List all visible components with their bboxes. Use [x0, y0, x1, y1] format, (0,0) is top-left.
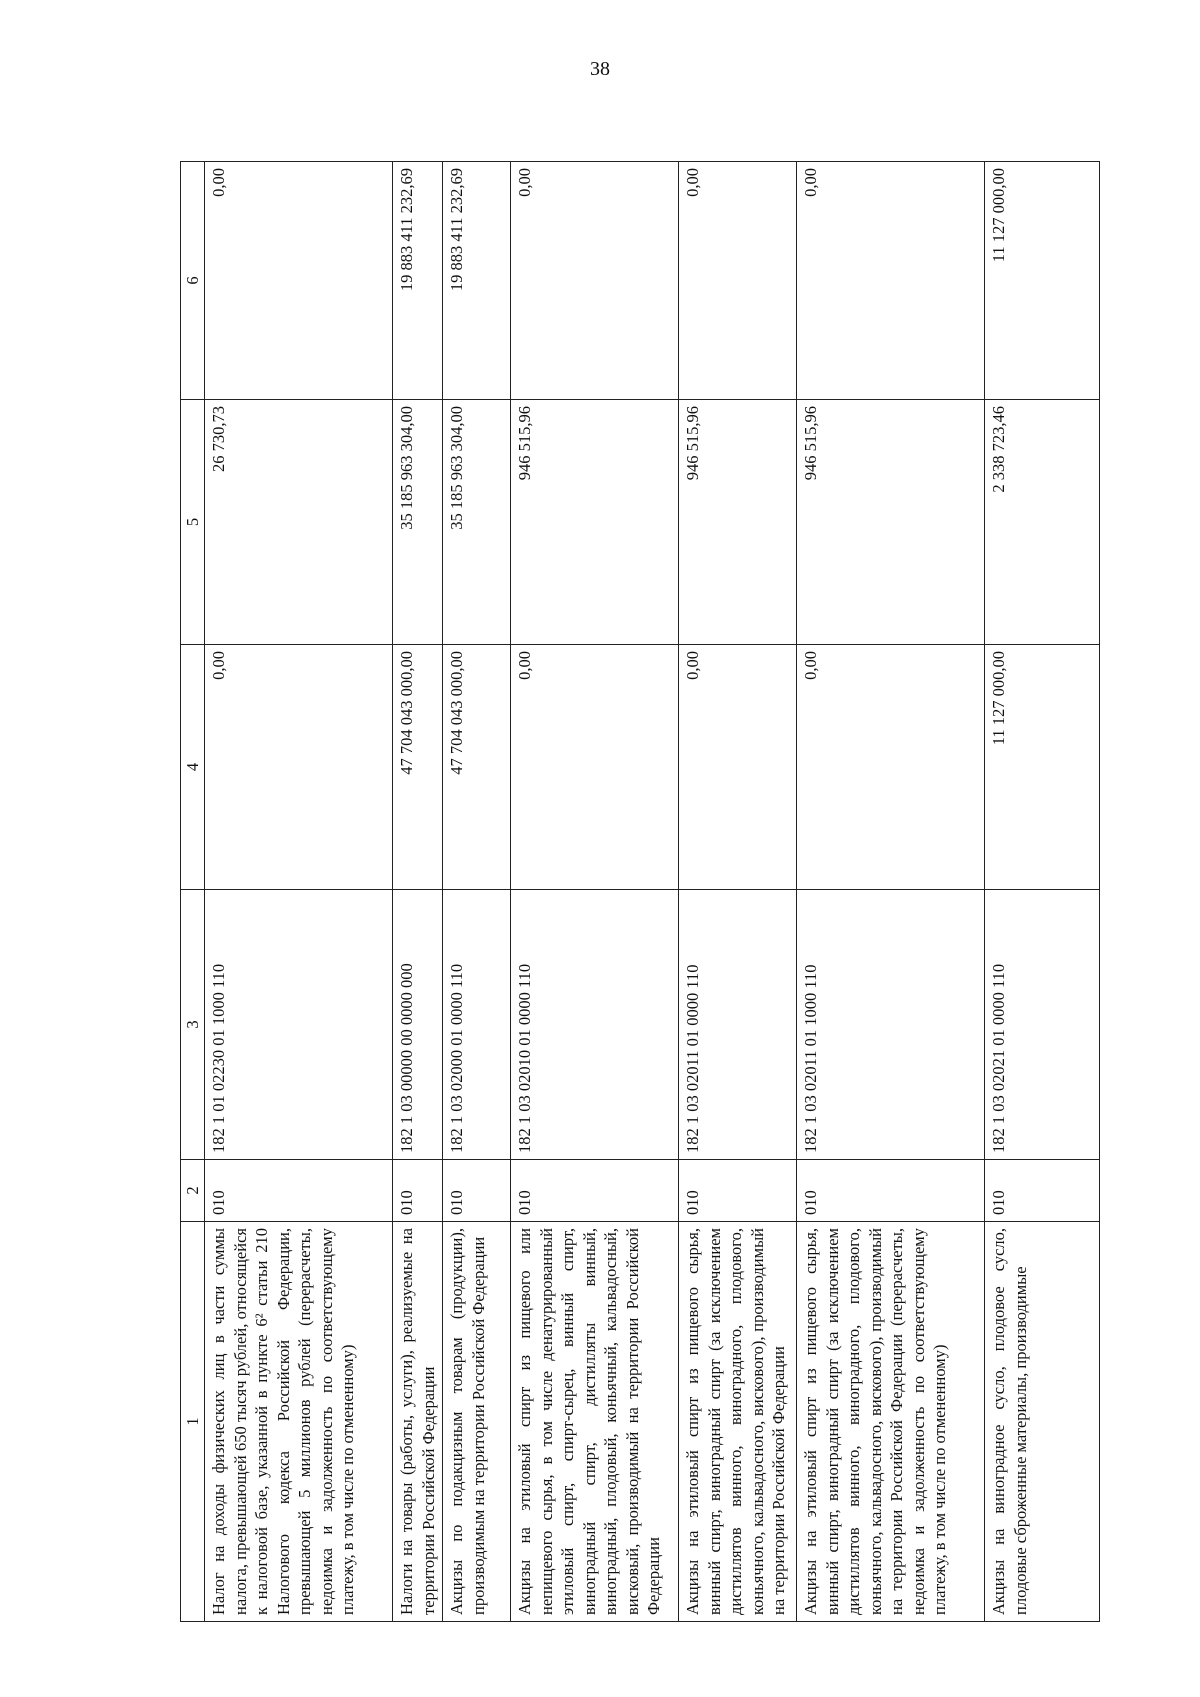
line-code: 010 [205, 1160, 393, 1222]
page-number: 38 [590, 58, 610, 80]
column-header: 4 [181, 645, 205, 890]
column-header: 1 [181, 1222, 205, 1622]
approved-amount: 0,00 [679, 645, 797, 890]
table-row [797, 162, 985, 1622]
unexecuted-amount: 0,00 [511, 162, 679, 400]
column-header: 6 [181, 162, 205, 400]
line-code: 010 [393, 1160, 443, 1222]
table-row [985, 162, 1100, 1622]
income-description: Налог на доходы физических лиц в части суммы налога, превышающей 650 тысяч рублей, относящейся к налоговой базе, указанной в пункте 6² статьи 210 Налогового кодекса Российской Федерации, превышающей 5 миллионов рублей (перерасчеты, недоимка и задолженность по соответствующему платежу, в том числе по отмененному) [205, 1222, 393, 1622]
table-row [393, 162, 443, 1622]
approved-amount: 47 704 043 000,00 [393, 645, 443, 890]
executed-amount: 946 515,96 [511, 400, 679, 645]
executed-amount: 2 338 723,46 [985, 400, 1100, 645]
unexecuted-amount: 19 883 411 232,69 [393, 162, 443, 400]
approved-amount: 0,00 [511, 645, 679, 890]
income-description: Акцизы на виноградное сусло, плодовое сусло, плодовые сброженные материалы, производимые [985, 1222, 1100, 1622]
income-description: Акцизы на этиловый спирт из пищевого сырья, винный спирт, виноградный спирт (за исключением дистиллятов винного, виноградного, плодового, коньячного, кальвадосного, вискового), производимый на территории Российской Федерации (перерасчеты, недоимка и задолженность по соответствующему платежу, в том числе по отмененному) [797, 1222, 985, 1622]
approved-amount: 0,00 [205, 645, 393, 890]
budget-classification-code: 182 1 01 02230 01 1000 110 [205, 890, 393, 1160]
unexecuted-amount: 11 127 000,00 [985, 162, 1100, 400]
unexecuted-amount: 19 883 411 232,69 [443, 162, 511, 400]
table-row [443, 162, 511, 1622]
line-code: 010 [797, 1160, 985, 1222]
executed-amount: 946 515,96 [679, 400, 797, 645]
column-header: 5 [181, 400, 205, 645]
line-code: 010 [511, 1160, 679, 1222]
income-description: Акцизы на этиловый спирт из пищевого сырья, винный спирт, виноградный спирт (за исключением дистиллятов винного, виноградного, плодового, коньячного, кальвадосного, вискового), производимый на территории Российской Федерации [679, 1222, 797, 1622]
executed-amount: 946 515,96 [797, 400, 985, 645]
line-code: 010 [443, 1160, 511, 1222]
line-code: 010 [985, 1160, 1100, 1222]
budget-classification-code: 182 1 03 02000 01 0000 110 [443, 890, 511, 1160]
budget-classification-code: 182 1 03 02011 01 0000 110 [679, 890, 797, 1160]
line-code: 010 [679, 1160, 797, 1222]
budget-classification-code: 182 1 03 02011 01 1000 110 [797, 890, 985, 1160]
budget-classification-code: 182 1 03 02021 01 0000 110 [985, 890, 1100, 1160]
income-description: Акцизы на этиловый спирт из пищевого или непищевого сырья, в том числе денатурированный этиловый спирт, спирт-сырец, винный спирт, виноградный спирт, дистилляты винный, виноградный, плодовый, коньячный, кальвадосный, висковый, производимый на территории Российской Федерации [511, 1222, 679, 1622]
budget-classification-code: 182 1 03 02010 01 0000 110 [511, 890, 679, 1160]
executed-amount: 35 185 963 304,00 [393, 400, 443, 645]
table-row [679, 162, 797, 1622]
income-description: Налоги на товары (работы, услуги), реализуемые на территории Российской Федерации [393, 1222, 443, 1622]
budget-classification-code: 182 1 03 00000 00 0000 000 [393, 890, 443, 1160]
column-header: 2 [181, 1160, 205, 1222]
unexecuted-amount: 0,00 [205, 162, 393, 400]
executed-amount: 26 730,73 [205, 400, 393, 645]
rotated-table-container [180, 162, 1100, 1622]
unexecuted-amount: 0,00 [797, 162, 985, 400]
approved-amount: 47 704 043 000,00 [443, 645, 511, 890]
table-row [511, 162, 679, 1622]
approved-amount: 0,00 [797, 645, 985, 890]
column-header: 3 [181, 890, 205, 1160]
table-row [205, 162, 393, 1622]
executed-amount: 35 185 963 304,00 [443, 400, 511, 645]
budget-income-table [180, 161, 1100, 1622]
column-number-row [181, 162, 205, 1622]
income-description: Акцизы по подакцизным товарам (продукции), производимым на территории Российской Федерации [443, 1222, 511, 1622]
unexecuted-amount: 0,00 [679, 162, 797, 400]
approved-amount: 11 127 000,00 [985, 645, 1100, 890]
